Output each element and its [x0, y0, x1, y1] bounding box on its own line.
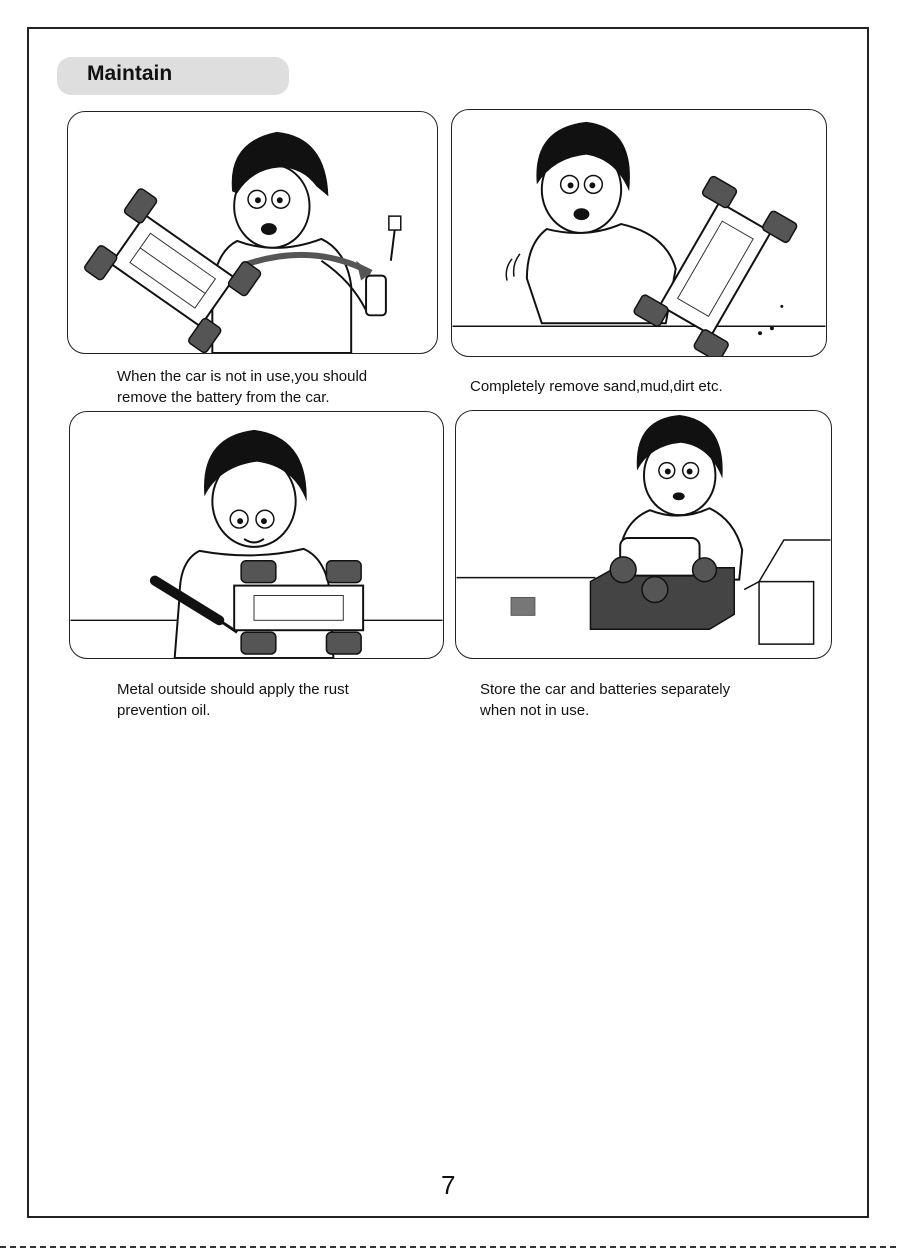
illustration-rust-prevention: [69, 411, 444, 659]
boy-cleaning-car-illustration: [452, 110, 826, 356]
page-number: 7: [441, 1170, 456, 1200]
illustration-store-separately: [455, 410, 832, 659]
caption-remove-battery: [117, 366, 367, 408]
illustration-remove-dirt: [451, 109, 827, 357]
caption-line: Store the car and batteries separately: [480, 681, 731, 698]
caption-line: prevention oil.: [117, 702, 211, 719]
boy-holding-car-and-battery-illustration: [68, 112, 437, 353]
caption-rust-prevention: [117, 679, 349, 721]
illustration-remove-battery: [67, 111, 438, 354]
section-header: [57, 57, 289, 95]
caption-line: When the car is not in use,you should: [117, 368, 368, 385]
boy-storing-car-illustration: [456, 411, 831, 658]
caption-line: remove the battery from the car.: [117, 389, 330, 406]
caption-line: when not in use.: [480, 702, 590, 719]
caption-line: Completely remove sand,mud,dirt etc.: [470, 378, 723, 395]
caption-remove-dirt: [470, 376, 723, 397]
boy-oiling-car-illustration: [70, 412, 443, 658]
caption-line: Metal outside should apply the rust: [117, 681, 349, 698]
caption-store-separately: [480, 679, 730, 721]
section-title: Maintain: [87, 62, 173, 85]
